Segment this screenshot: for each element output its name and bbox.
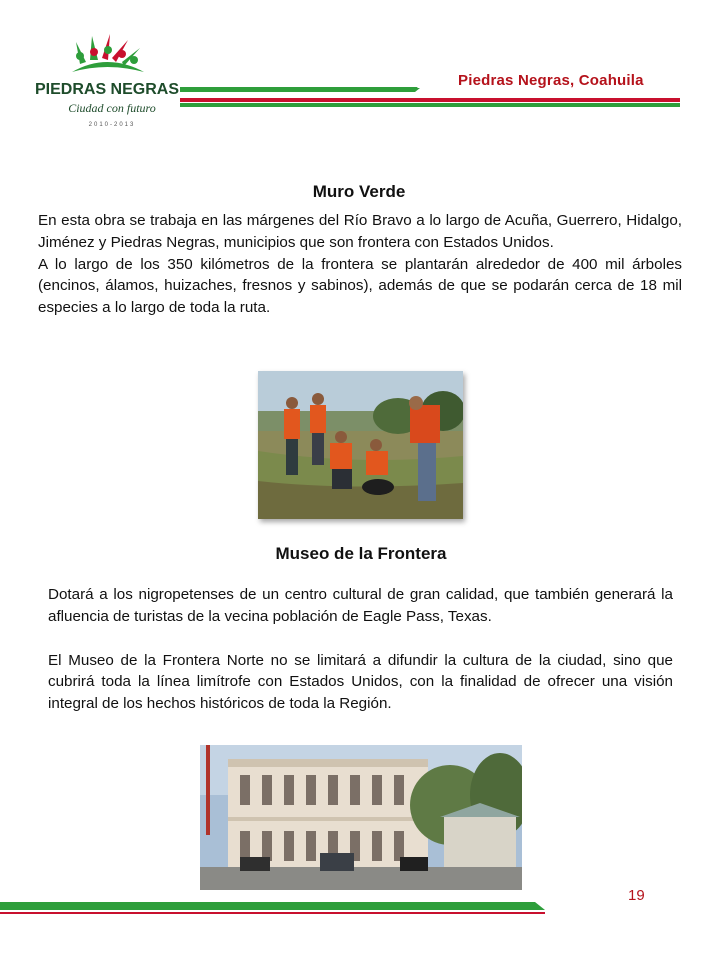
- header-title: Piedras Negras, Coahuila: [458, 72, 644, 89]
- header-tricolor-stripe: [180, 86, 680, 108]
- photo-workers-planting: [258, 371, 463, 519]
- museo-paragraph-1: Dotará a los nigropetenses de un centro cultural de gran calidad, que también generará la afluencia de turistas de la vecina población de Eagle Pass, Texas.: [48, 586, 673, 625]
- muro-verde-text: [38, 210, 682, 319]
- museo-paragraph-2: El Museo de la Frontera Norte no se limitará a difundir la cultura de la ciudad, sino que cubrirá toda la línea limítrofe con Estados Unidos, con la finalidad de ofrecer una visión integral de los hechos históricos de toda la Región.: [48, 651, 673, 713]
- section-title-museo-frontera: Museo de la Frontera: [275, 544, 447, 563]
- page-number: 19: [628, 887, 645, 904]
- logo-figures-icon: [72, 34, 144, 72]
- footer-tricolor-stripe: [0, 902, 545, 914]
- muro-verde-paragraph-2: A lo largo de los 350 kilómetros de la frontera se plantarán alrededor de 400 mil árboles (encinos, álamos, huizaches, fresnos y sabinos), además de que se podarán cerca de 18 mil especies a lo largo de toda la ruta.: [38, 255, 682, 317]
- section-title-muro-verde: Muro Verde: [312, 182, 406, 201]
- logo-years-text: 2010-2013: [88, 122, 136, 128]
- logo-slogan-text: Ciudad con futuro: [68, 101, 156, 115]
- museo-text: [48, 584, 673, 715]
- logo-brand-text: PIEDRAS NEGRAS: [34, 81, 180, 98]
- muro-verde-paragraph-1: En esta obra se trabaja en las márgenes del Río Bravo a lo largo de Acuña, Guerrero, Hidalgo, Jiménez y Piedras Negras, municipios que son frontera con Estados Unidos.: [38, 212, 682, 251]
- photo-museum-building: [200, 745, 522, 890]
- piedras-negras-logo: [32, 32, 182, 132]
